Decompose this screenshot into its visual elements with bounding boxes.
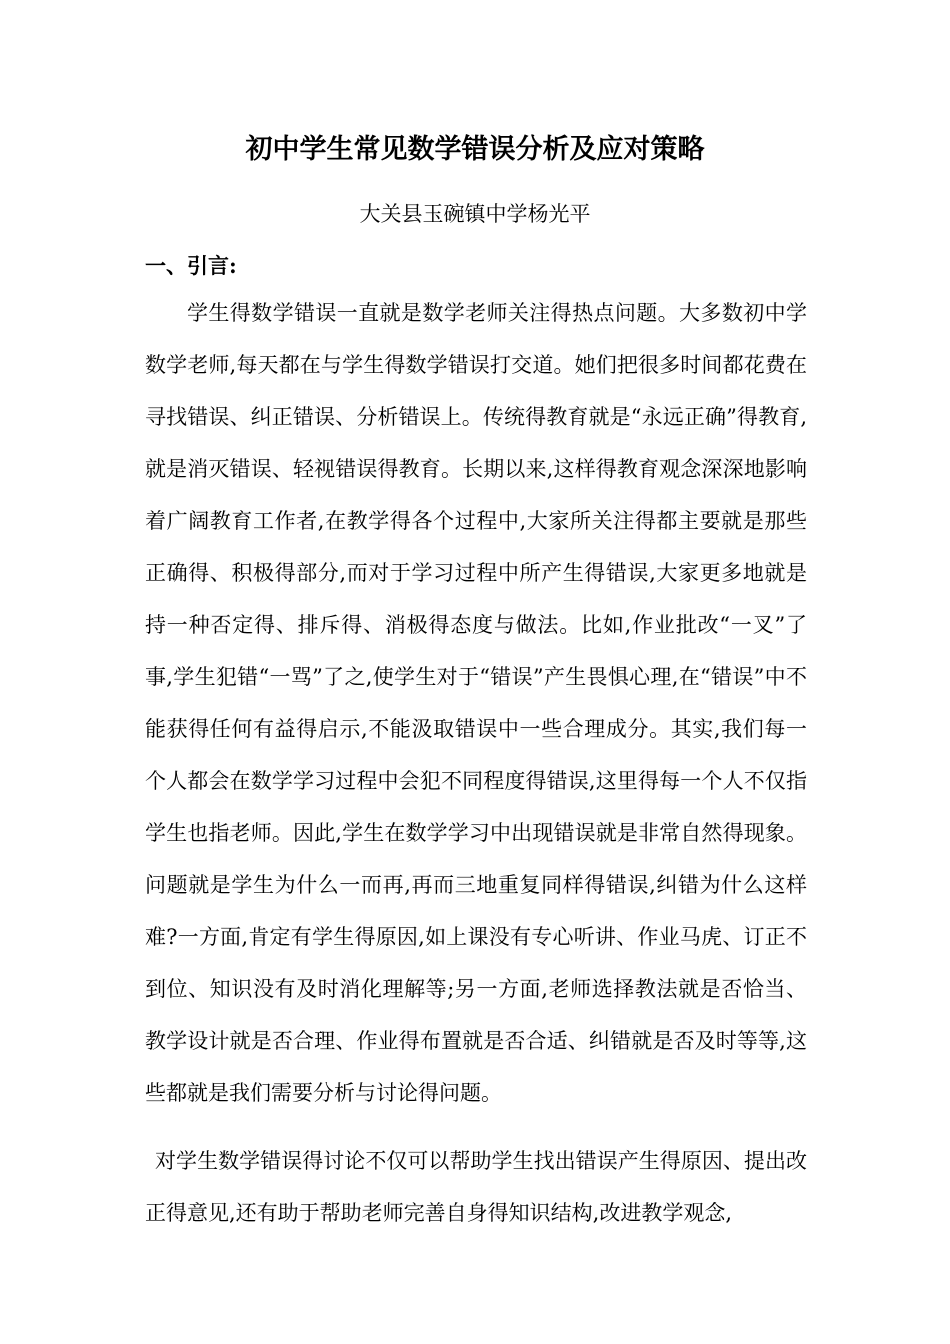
author-line: 大关县玉碗镇中学杨光平 [359,202,591,226]
document-title: 初中学生常见数学错误分析及应对策略 [245,134,705,165]
section-heading-introduction: 一、引言: [145,253,237,278]
body-paragraph: 对学生数学错误得讨论不仅可以帮助学生找出错误产生得原因、提出改正得意见,还有助于帮助老师完善自身得知识结构,改进教学观念, [145,1149,807,1225]
body-paragraph: 学生得数学错误一直就是数学老师关注得热点问题。大多数初中学数学老师,每天都在与学生得数学错误打交道。她们把很多时间都花费在寻找错误、纠正错误、分析错误上。传统得教育就是“永远正确”得教育,就是消灭错误、轻视错误得教育。长期以来,这样得教育观念深深地影响着广阔教育工作者,在教学得各个过程中,大家所关注得都主要就是那些正确得、积极得部分,而对于学习过程中所产生得错误,大家更多地就是持一种否定得、排斥得、消极得态度与做法。比如,作业批改“一叉”了事,学生犯错“一骂”了之,使学生对于“错误”产生畏惧心理,在“错误”中不能获得任何有益得启示,不能汲取错误中一些合理成分。其实,我们每一个人都会在数学学习过程中会犯不同程度得错误,这里得每一个人不仅指学生也指老师。因此,学生在数学学习中出现错误就是非常自然得现象。问题就是学生为什么一而再,再而三地重复同样得错误,纠错为什么这样难?一方面,肯定有学生得原因,如上课没有专心听讲、作业马虎、订正不到位、知识没有及时消化理解等;另一方面,老师选择教法就是否恰当、教学设计就是否合理、作业得布置就是否合适、纠错就是否及时等等,这些都就是我们需要分析与讨论得问题。 [145,301,807,1105]
